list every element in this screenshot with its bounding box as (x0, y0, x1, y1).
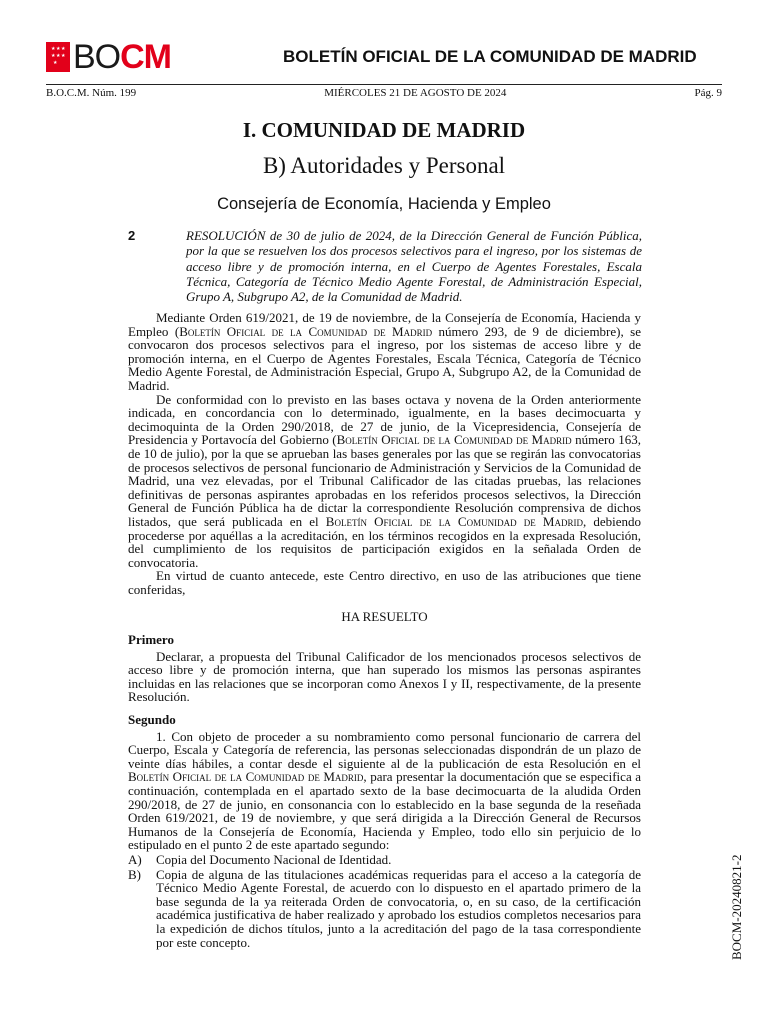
bocm-logo (46, 40, 171, 74)
logo-text: BOCM (73, 38, 172, 76)
issue-date: MIÉRCOLES 21 DE AGOSTO DE 2024 (324, 87, 507, 99)
document-code: BOCM-20240821-2 (729, 854, 744, 960)
resolved-heading: HA RESUELTO (341, 609, 428, 625)
issue-number: B.O.C.M. Núm. 199 (46, 87, 137, 99)
resolution-title: RESOLUCIÓN de 30 de julio de 2024, de la Dirección General de Función Pública, por la que se resuelven los dos procesos selectivos para el ingreso, por los sistemas de acceso libre y de promoción interna, en el Cuerpo de Agentes Forestales, Escala Técnica, Categoría de Técnico Medio Agente Forestal, de Administración Especial, Grupo A, Subgrupo A2, de la Comunidad de Madrid. (186, 228, 642, 305)
paragraph: Declarar, a propuesta del Tribunal Calificador de los mencionados procesos selectivos de acceso libre y de promoción interna, que han superado los mismos las personas aspirantes incluidas en las relaciones que se incorporan como Anexos I y II, respectivamente, de la presente Resolución. (128, 648, 641, 705)
paragraph: Mediante Orden 619/2021, de 19 de noviembre, de la Consejería de Economía, Hacienda y Empleo (Boletín Oficial de la Comunidad de Madrid número 293, de 9 de diciembre), se convocaron dos procesos selectivos para el ingreso, por los sistemas de acceso libre y de promoción interna, en el Cuerpo de Agentes Forestales, Escala Técnica, Categoría de Técnico Medio Agente Forestal, de Administración Especial, Grupo A, Subgrupo A2, de la Comunidad de Madrid. (128, 310, 642, 393)
subsection-title: B) Autoridades y Personal (262, 153, 506, 178)
page-number: Pág. 9 (694, 87, 722, 99)
section-title: I. COMUNIDAD DE MADRID (242, 118, 526, 142)
department-name: Consejería de Economía, Hacienda y Empleo (217, 195, 551, 213)
document-body (128, 311, 641, 949)
list-item: A) Copia del Documento Nacional de Identidad. (128, 851, 392, 867)
paragraph: En virtud de cuanto antecede, este Centro directivo, en uso de las atribuciones que tiene conferidas, (128, 568, 641, 597)
header-divider (46, 84, 722, 85)
madrid-stars-icon: ★ ★ ★ ★ ★ ★ ★ (46, 42, 70, 72)
heading-primero: Primero (128, 632, 174, 648)
issue-meta (46, 87, 722, 99)
paragraph: De conformidad con lo previsto en las bases octava y novena de la Orden anteriormente indicada, en concordancia con lo determinado, igualmente, en la bases decimocuarta y decimoquinta de la Orden 290/2018, de 27 de junio, de la Vicepresidencia, Consejería de Presidencia y Portavocía del Gobierno (Boletín Oficial de la Comunidad de Madrid número 163, de 10 de julio), por la que se aprueban las bases generales por las que se regirán las convocatorias de procesos selectivos de personal funcionario de Administración y Servicios de la Comunidad de Madrid, una vez elevadas, por el Tribunal Calificador de las citadas pruebas, las relaciones definitivas de personas aspirantes aprobadas en los referidos procesos selectivos, la Dirección General de Función Pública ha de dictar la correspondiente Resolución comprensiva de dichos listados, que será publicada en el Boletín Oficial de la Comunidad de Madrid, debiendo procederse por aquéllas a la acreditación, en los términos recogidos en la expresada Resolución, del cumplimiento de los requisitos de participación exigidos en la señalada Orden de convocatoria. (128, 391, 642, 570)
gazette-title: BOLETÍN OFICIAL DE LA COMUNIDAD DE MADRID (283, 47, 697, 66)
paragraph: 1. Con objeto de proceder a su nombramiento como personal funcionario de carrera del Cuerpo, Escala y Categoría de referencia, las personas seleccionadas dispondrán de un plazo de veinte días hábiles, a contar desde el siguiente al de la publicación de esta Resolución en el Boletín Oficial de la Comunidad de Madrid, para presentar la documentación que se especifica a continuación, contemplada en el apartado sexto de la base decimocuarta de la aludida Orden 290/2018, de 27 de junio, en consonancia con lo establecido en la base segunda de la reseñada Orden 619/2021, de 19 de noviembre, y que será dirigida a la Dirección General de Recursos Humanos de la Consejería de Economía, Hacienda y Empleo, todo ello sin perjuicio de lo estipulado en el punto 2 de este apartado segundo: (128, 728, 642, 853)
list-item: B) Copia de alguna de las titulaciones académicas requeridas para el acceso a la categoría de Técnico Medio Agente Forestal, de acuerdo con lo dispuesto en el apartado primero de la base segunda de la ya reiterada Orden de convocatoria, o, en su caso, de la certificación académica justificativa de haber realizado y aprobado los estudios completos necesarios para la expedición de dichos títulos, junto a la acreditación del pago de la tasa correspondiente por este concepto. (128, 866, 641, 950)
resolution-number: 2 (128, 228, 136, 243)
heading-segundo: Segundo (128, 712, 176, 728)
